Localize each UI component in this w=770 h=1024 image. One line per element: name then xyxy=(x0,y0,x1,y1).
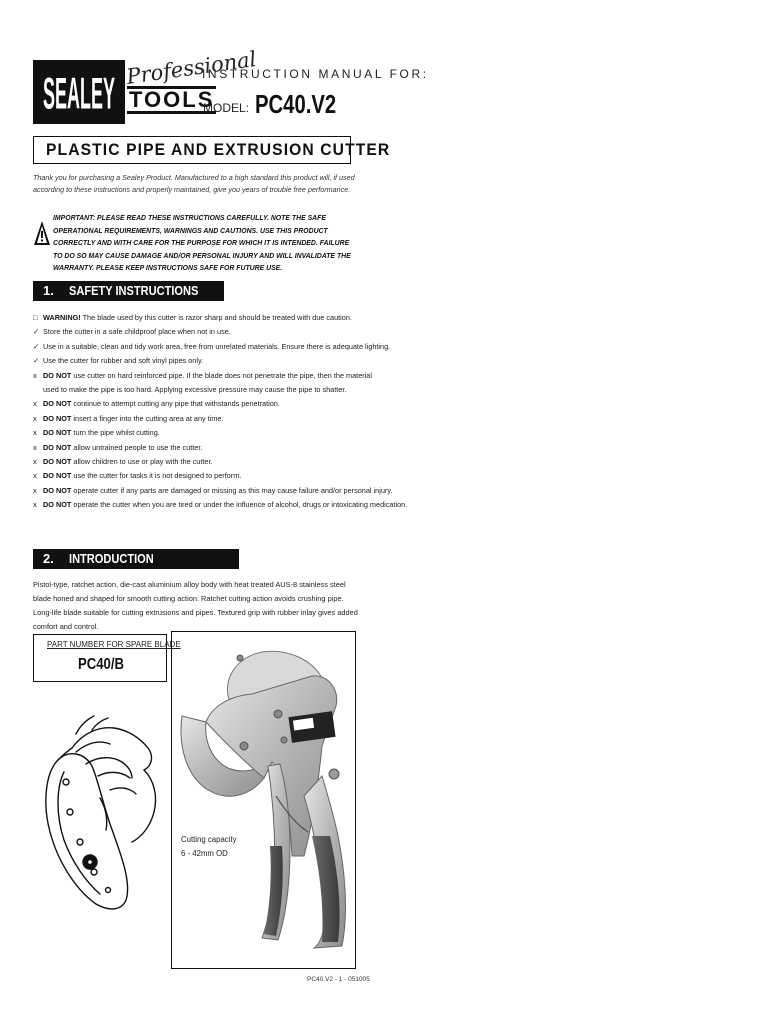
safety-section-number: 1. xyxy=(43,283,54,298)
cutting-capacity-text xyxy=(181,833,236,861)
intro-section-number: 2. xyxy=(43,551,54,566)
list-item: x DO NOT continue to attempt cutting any pipe that withstands penetration. xyxy=(33,399,280,409)
model-code: PC40.V2 xyxy=(255,89,337,119)
hand-using-cutter-illustration xyxy=(36,712,168,927)
spare-blade-label: PART NUMBER FOR SPARE BLADE xyxy=(47,640,181,649)
list-item: x DO NOT allow untrained people to use the cutter. xyxy=(33,442,203,452)
sealey-logo-graphic xyxy=(35,62,123,122)
list-item: x DO NOT use cutter on hard reinforced pipe. If the blade does not penetrate the pipe, then the material xyxy=(33,370,372,380)
list-item: x DO NOT turn the pipe whilst cutting. xyxy=(33,428,160,438)
pipe-cutter-photo xyxy=(172,646,352,961)
document-title: PLASTIC PIPE AND EXTRUSION CUTTER xyxy=(46,140,391,159)
list-item: x DO NOT allow children to use or play with the cutter. xyxy=(33,457,213,467)
sealey-logo xyxy=(33,60,125,124)
capacity-line-1: Cutting capacity xyxy=(181,835,237,844)
spare-blade-code: PC40/B xyxy=(78,656,124,673)
safety-list xyxy=(33,311,408,513)
manual-label: INSTRUCTION MANUAL FOR: xyxy=(202,67,429,81)
list-item: ✓ Use in a suitable, clean and tidy work area, free from unrelated materials. Ensure there is adequate lighting. xyxy=(33,341,391,351)
important-notice: IMPORTANT: PLEASE READ THESE INSTRUCTIONS CAREFULLY. NOTE THE SAFE OPERATIONAL REQUIREMENTS, WARNINGS AND CAUTIONS. USE THIS PRODUCT CORRECTLY AND WITH CARE FOR THE PURPOSE FOR WHICH IT IS INTENDED. FAILURE TO DO SO MAY CAUSE DAMAGE AND/OR PERSONAL INJURY AND WILL INVALIDATE THE WARRANTY. PLEASE KEEP INSTRUCTIONS SAFE FOR FUTURE USE. xyxy=(53,215,351,272)
list-item: x DO NOT insert a finger into the cutting area at any time. xyxy=(33,413,224,423)
model-label: MODEL: xyxy=(203,101,250,115)
footer-page-code: PC40.V2 - 1 - 051005 xyxy=(307,976,370,983)
list-item: x DO NOT operate the cutter when you are tired or under the influence of alcohol, drugs or intoxicating medication. xyxy=(33,500,408,510)
intro-text: Pistol-type, ratchet action, die-cast aluminium alloy body with heat treated AUS-8 stainless steel blade honed and shaped for smooth cutting action. Ratchet cutting action avoids crushing pipe. Long-life blade suitable for cutting extrusions and pipes. Textured grip with rubber inlay gives added comfort and control. xyxy=(33,580,358,631)
professional-script: Professional xyxy=(124,47,258,89)
list-item: x DO NOT use the cutter for tasks it is not designed to perform. xyxy=(33,471,242,481)
list-item: □ WARNING! The blade used by this cutter is razor sharp and should be treated with due caution. xyxy=(33,313,352,322)
tools-wordmark: TOOLS xyxy=(129,87,215,112)
warning-triangle-icon xyxy=(33,220,51,251)
thank-you-text: Thank you for purchasing a Sealey Product. Manufactured to a high standard this product will, if used according to these instructions and properly maintained, give you years of trouble free performance. xyxy=(33,173,355,194)
list-item: ✓ Store the cutter in a safe childproof place when not in use. xyxy=(33,327,231,337)
list-item: x DO NOT operate cutter if any parts are damaged or missing as this may cause failure and/or personal injury. xyxy=(33,485,393,495)
list-item: used to make the pipe is too hard. Applying excessive pressure may cause the pipe to shatter. xyxy=(43,385,347,395)
safety-section-title: SAFETY INSTRUCTIONS xyxy=(69,283,199,298)
brand-name: SEALEY xyxy=(43,69,115,120)
intro-section-title: INTRODUCTION xyxy=(69,551,154,566)
list-item: ✓ Use the cutter for rubber and soft vinyl pipes only. xyxy=(33,356,204,366)
capacity-line-2: 6 - 42mm OD xyxy=(181,849,228,858)
